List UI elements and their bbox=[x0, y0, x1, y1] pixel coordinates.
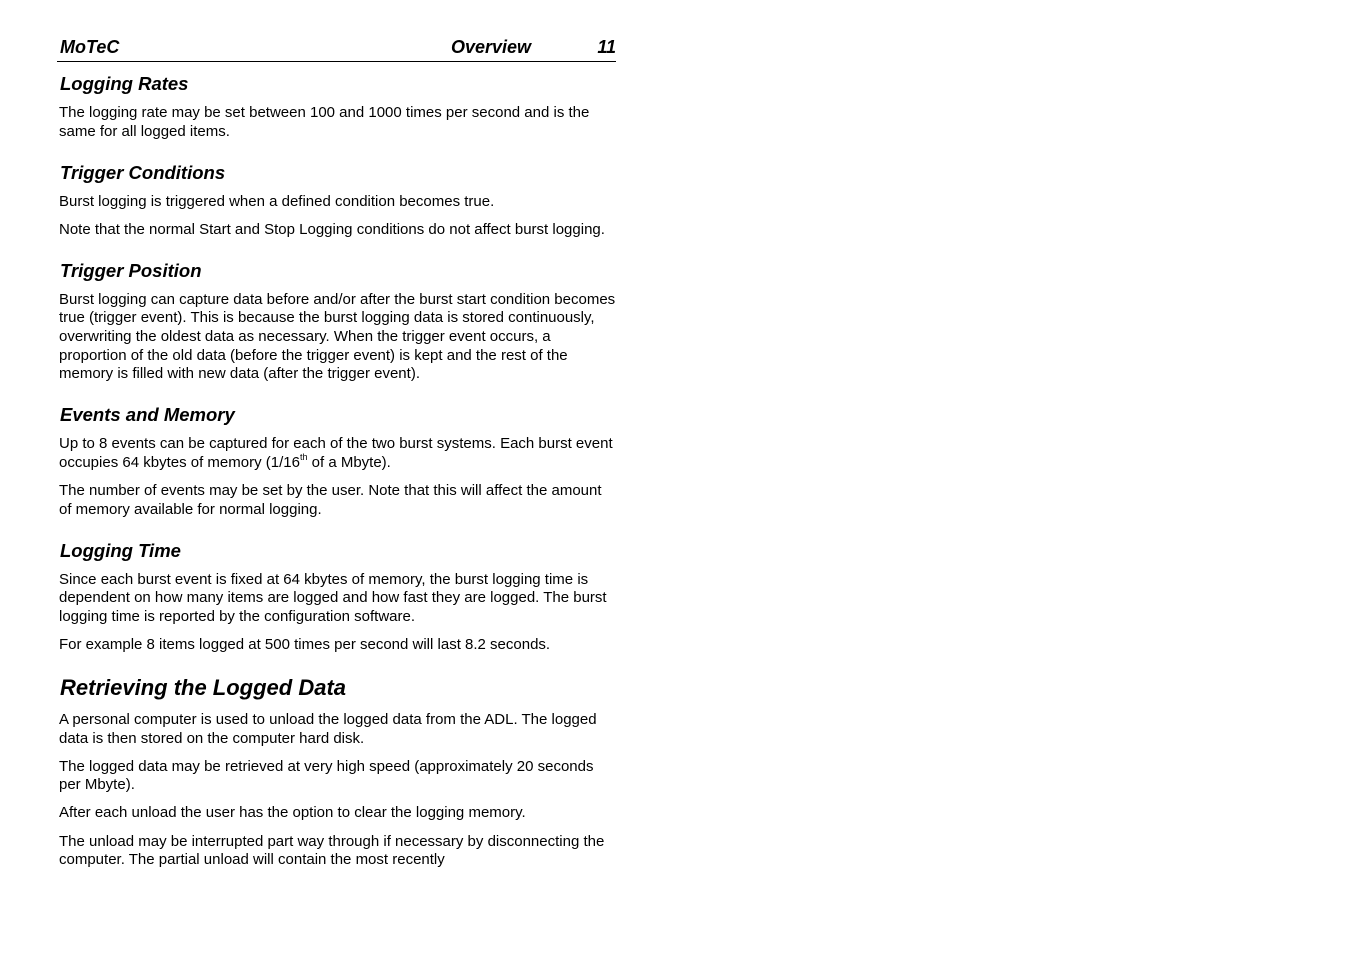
paragraph: The unload may be interrupted part way through if necessary by disconnecting the computer. The partial unload will contain the most recently bbox=[59, 832, 605, 869]
heading-retrieving-logged-data: Retrieving the Logged Data bbox=[60, 675, 347, 701]
page-header bbox=[57, 36, 616, 62]
paragraph: Since each burst event is fixed at 64 kbytes of memory, the burst logging time is dependent on how many items are logged and how fast they are logged. The burst logging time is reported by the configuration software. bbox=[59, 570, 607, 625]
paragraph: Note that the normal Start and Stop Logging conditions do not affect burst logging. bbox=[59, 220, 605, 238]
superscript: th bbox=[299, 451, 308, 462]
header-page-number: 11 bbox=[597, 37, 616, 57]
header-section-title: Overview bbox=[451, 37, 532, 57]
paragraph: The logging rate may be set between 100 and 1000 times per second and is the same for all logged items. bbox=[59, 104, 590, 140]
paragraph: After each unload the user has the option to clear the logging memory. bbox=[59, 804, 526, 822]
paragraph: A personal computer is used to unload the logged data from the ADL. The logged data is then stored on the computer hard disk. bbox=[59, 711, 597, 747]
heading-logging-rates: Logging Rates bbox=[60, 73, 189, 94]
paragraph: Burst logging is triggered when a defined condition becomes true. bbox=[59, 192, 495, 210]
heading-trigger-conditions: Trigger Conditions bbox=[60, 161, 226, 183]
header-brand: MoTeC bbox=[60, 37, 120, 57]
paragraph: Burst logging can capture data before and/or after the burst start condition becomes true (trigger event). This is because the burst logging data is stored continuously, overwriting the oldest data as necessary. When the trigger event occurs, a proportion of the old data (before the trigger event) is kept and the rest of the memory is filled with new data (after the trigger event). bbox=[59, 290, 616, 383]
heading-trigger-position: Trigger Position bbox=[60, 259, 202, 281]
paragraph-text: of a Mbyte). bbox=[307, 453, 391, 471]
heading-events-and-memory: Events and Memory bbox=[60, 404, 235, 426]
heading-logging-time: Logging Time bbox=[60, 539, 181, 561]
paragraph: The number of events may be set by the user. Note that this will affect the amount of memory available for normal logging. bbox=[59, 482, 602, 518]
paragraph: For example 8 items logged at 500 times per second will last 8.2 seconds. bbox=[59, 636, 551, 653]
paragraph: The logged data may be retrieved at very high speed (approximately 20 seconds per Mbyte). bbox=[59, 757, 594, 794]
paragraph-text: Up to 8 events can be captured for each of the two burst systems. Each burst event occupies 64 kbytes of memory (1/16 bbox=[59, 435, 613, 471]
page-content bbox=[59, 72, 617, 879]
paragraph bbox=[59, 435, 617, 472]
